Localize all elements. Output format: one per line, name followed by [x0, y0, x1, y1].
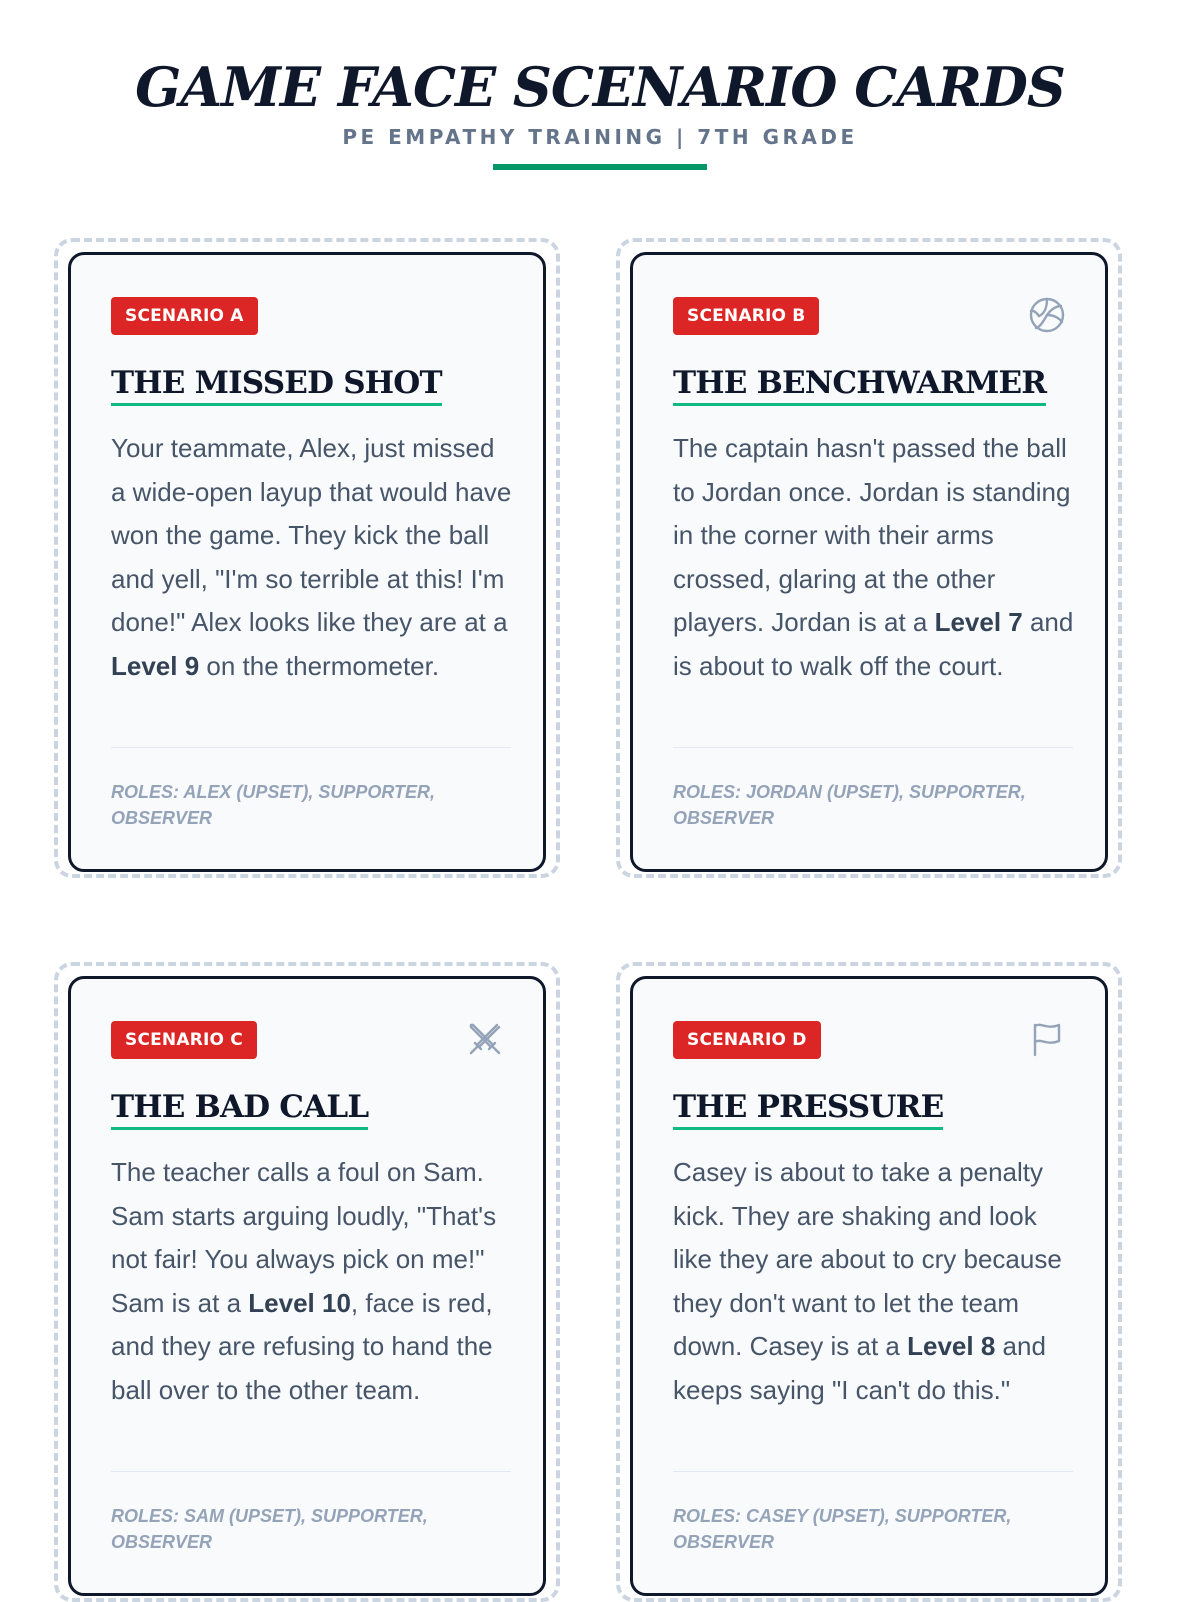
- card-divider: [111, 747, 511, 748]
- level-value: Level 8: [907, 1331, 996, 1361]
- level-value: Level 9: [111, 650, 200, 681]
- scenario-title: THE MISSED SHOT: [111, 363, 442, 406]
- scenario-description: [111, 1151, 513, 1412]
- scenario-card: [68, 252, 546, 872]
- scenario-badge: SCENARIO B: [673, 297, 819, 335]
- scenario-text: The teacher calls a foul on Sam. Sam starts arguing loudly, "That's not fair! You always pick on me!" Sam is at a: [111, 1157, 497, 1318]
- card-divider: [673, 747, 1073, 748]
- page-title: GAME FACE SCENARIO CARDS: [135, 55, 1065, 119]
- scenario-text: Your teammate, Alex, just missed a wide-open layup that would have won the game. They kick the ball and yell, "I'm so terrible at this! I'm done!" Alex looks like they are at a: [111, 433, 512, 637]
- scenario-card-b-cutline: [616, 238, 1122, 878]
- volleyball-icon: [1027, 295, 1067, 335]
- scenario-card: [630, 976, 1108, 1596]
- scenario-description: [673, 1151, 1075, 1412]
- roles-line: ROLES: JORDAN (UPSET), SUPPORTER, OBSERVER: [673, 782, 1026, 828]
- scenario-title: THE BAD CALL: [111, 1087, 368, 1130]
- crossed-swords-icon: [465, 1019, 505, 1059]
- scenario-badge: SCENARIO D: [673, 1021, 821, 1059]
- scenario-text: , face is red, and they are refusing to hand the ball over to the other team.: [111, 1287, 493, 1405]
- scenario-text: on the thermometer.: [199, 650, 440, 681]
- card-divider: [673, 1471, 1073, 1472]
- level-value: Level 10: [248, 1287, 351, 1318]
- scenario-card-d-cutline: [616, 962, 1122, 1602]
- scenario-card: [630, 252, 1108, 872]
- scenario-description: [673, 427, 1075, 688]
- scenario-text: The captain hasn't passed the ball to Jordan once. Jordan is standing in the corner with their arms crossed, glaring at the other players. Jordan is at a: [673, 433, 1071, 637]
- roles-line: ROLES: ALEX (UPSET), SUPPORTER, OBSERVER: [111, 782, 436, 828]
- level-value: Level 7: [934, 607, 1023, 637]
- card-divider: [111, 1471, 511, 1472]
- scenario-text: Casey is about to take a penalty kick. They are shaking and look like they are about to cry because they don't want to let the team down. Casey is at a: [673, 1157, 1062, 1361]
- scenario-description: [111, 427, 513, 688]
- scenario-card-c-cutline: [54, 962, 560, 1602]
- title-underline: [493, 164, 707, 170]
- scenario-card-a-cutline: [54, 238, 560, 878]
- scenario-text: and is about to walk off the court.: [673, 607, 1074, 681]
- page-subtitle: PE EMPATHY TRAINING | 7TH GRADE: [342, 125, 858, 149]
- scenario-badge: SCENARIO A: [111, 297, 258, 335]
- roles-line: ROLES: CASEY (UPSET), SUPPORTER, OBSERVER: [673, 1506, 1012, 1552]
- roles-line: ROLES: SAM (UPSET), SUPPORTER, OBSERVER: [111, 1506, 428, 1552]
- page-header: [0, 52, 1200, 170]
- scenario-title: THE BENCHWARMER: [673, 363, 1046, 406]
- scenario-badge: SCENARIO C: [111, 1021, 257, 1059]
- scenario-title: THE PRESSURE: [673, 1087, 943, 1130]
- scenario-card: [68, 976, 546, 1596]
- flag-icon: [1027, 1019, 1067, 1059]
- scenario-text: and keeps saying "I can't do this.": [673, 1331, 1046, 1405]
